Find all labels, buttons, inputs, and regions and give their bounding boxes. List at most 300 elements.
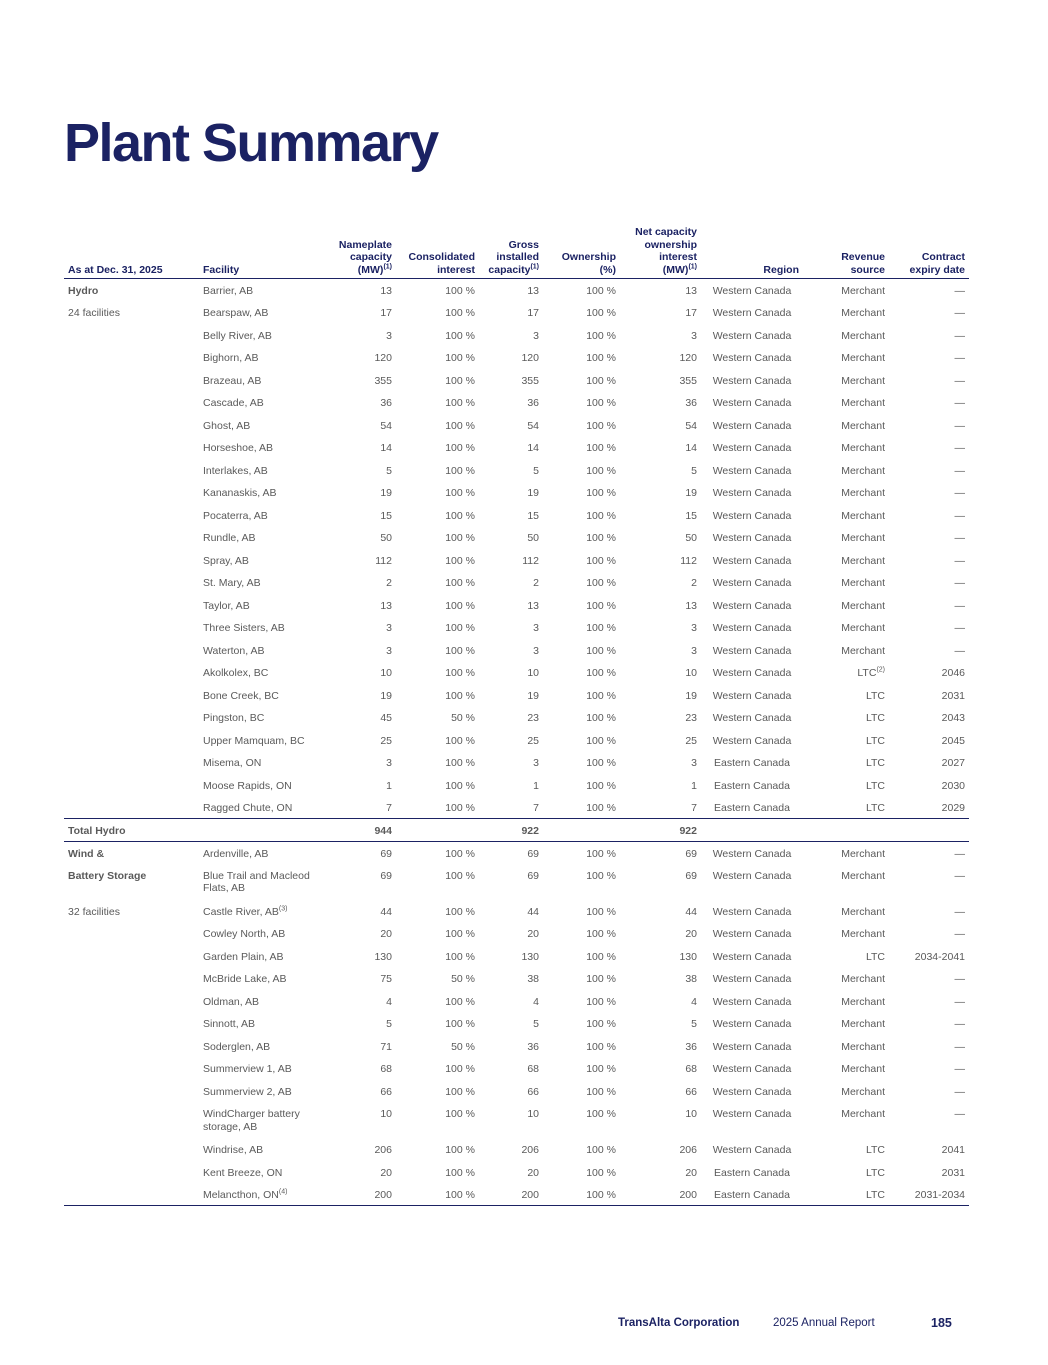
cell-category: [64, 436, 199, 459]
cell-nameplate: 13: [380, 285, 392, 297]
cell-nameplate: 14: [380, 442, 392, 454]
cell-consolidated: 100 %: [445, 950, 475, 963]
cell-revenue: Merchant: [841, 622, 885, 634]
cell-gross: 17: [527, 307, 539, 319]
cell-net: 25: [685, 734, 697, 747]
cell-facility: Pingston, BC: [203, 712, 265, 724]
table-row: [64, 369, 969, 392]
cell-facility: Soderglen, AB: [203, 1040, 271, 1053]
cell-net: 206: [679, 1144, 697, 1156]
cell-gross: 19: [527, 689, 539, 702]
cell-region: Western Canada: [712, 1144, 792, 1156]
cell-net: 10: [685, 1108, 697, 1120]
cell-region: Western Canada: [712, 622, 792, 634]
cell-region: Western Canada: [712, 577, 792, 589]
cell-category: [64, 661, 199, 684]
table-row: [64, 526, 969, 549]
table-row: [64, 594, 969, 617]
cell-nameplate: 4: [386, 995, 392, 1008]
cell-ownership: 100 %: [586, 1166, 616, 1179]
cell-nameplate: 112: [375, 554, 392, 567]
cell-nameplate: 71: [380, 1040, 392, 1053]
table-row: [64, 459, 969, 482]
cell-gross: 1: [533, 779, 539, 792]
cell-gross: 7: [533, 802, 539, 814]
cell-facility: Horseshoe, AB: [203, 442, 274, 454]
cell-category: [64, 346, 199, 369]
cell-category: [64, 369, 199, 392]
table-row: [64, 1080, 969, 1103]
cell-facility: Garden Plain, AB: [203, 950, 284, 963]
cell-net: 38: [685, 973, 697, 985]
total-label: Total Hydro: [64, 819, 199, 842]
cell-ownership: 100 %: [586, 712, 616, 724]
cell-region: Western Canada: [712, 329, 792, 342]
cell-ownership: 100 %: [586, 554, 616, 567]
cell-revenue: Merchant: [841, 352, 885, 364]
cell-facility: Brazeau, AB: [203, 374, 262, 387]
cell-expiry: —: [954, 995, 965, 1008]
cell-ownership: 100 %: [586, 419, 616, 432]
cell-expiry: —: [954, 419, 965, 432]
cell-category: [64, 684, 199, 707]
cell-revenue: Merchant: [841, 1018, 885, 1030]
cell-facility: Bone Creek, BC: [203, 689, 279, 702]
cell-ownership: 100 %: [586, 667, 616, 679]
cell-nameplate: 5: [386, 1018, 392, 1030]
cell-ownership: 100 %: [586, 802, 616, 814]
cell-nameplate: 19: [380, 689, 392, 702]
cell-nameplate: 69: [380, 869, 392, 882]
total-empty: [889, 819, 969, 842]
cell-region: Eastern Canada: [701, 1183, 803, 1206]
table-row: [64, 729, 969, 752]
cell-expiry: —: [954, 532, 965, 544]
cell-nameplate: 20: [380, 1166, 392, 1179]
cell-expiry: —: [954, 905, 965, 918]
cell-region: Western Canada: [712, 599, 792, 612]
cell-category: [64, 751, 199, 774]
table-row: [64, 661, 969, 684]
cell-nameplate: 1: [386, 779, 392, 792]
cell-expiry: 2031-2034: [889, 1183, 969, 1206]
cell-expiry: 2031: [941, 1166, 965, 1179]
cell-nameplate: 10: [380, 1108, 392, 1120]
cell-consolidated: 100 %: [445, 307, 475, 319]
cell-region: Western Canada: [712, 847, 792, 860]
cell-facility: St. Mary, AB: [203, 577, 261, 589]
cell-nameplate: 2: [386, 577, 392, 589]
total-net: 922: [620, 819, 701, 842]
cell-ownership: 100 %: [586, 285, 616, 297]
table-row: [64, 549, 969, 572]
cell-category: [64, 504, 199, 527]
cell-expiry: 2034-2041: [914, 950, 965, 963]
cell-revenue: Merchant: [841, 905, 885, 918]
cell-net: 15: [685, 509, 697, 522]
table-row: [64, 684, 969, 707]
cell-expiry: —: [954, 352, 965, 364]
cell-revenue: Merchant: [841, 995, 885, 1008]
header-facility: Facility: [199, 226, 325, 279]
cell-ownership: 100 %: [586, 869, 616, 882]
cell-ownership: 100 %: [586, 577, 616, 589]
cell-consolidated: 100 %: [445, 1144, 475, 1156]
total-row: [64, 819, 969, 842]
cell-consolidated: 100 %: [445, 905, 475, 918]
cell-nameplate: 3: [386, 757, 392, 769]
cell-net: 120: [679, 352, 697, 364]
cell-net: 13: [685, 599, 697, 612]
cell-ownership: 100 %: [586, 1063, 616, 1075]
cell-expiry: 2045: [941, 734, 965, 747]
table-row: [64, 1012, 969, 1035]
cell-expiry: 2041: [941, 1144, 965, 1156]
cell-facility: Spray, AB: [203, 554, 249, 567]
cell-net: 3: [691, 329, 697, 342]
cell-ownership: 100 %: [543, 1183, 620, 1206]
cell-expiry: —: [954, 464, 965, 477]
header-revenue: Revenue source: [803, 226, 889, 279]
cell-net: 36: [685, 1040, 697, 1053]
cell-facility: Blue Trail and Macleod Flats, AB: [203, 869, 310, 894]
cell-region: Western Canada: [712, 487, 792, 499]
cell-facility: Ghost, AB: [203, 419, 251, 432]
cell-nameplate: 20: [380, 928, 392, 940]
cell-facility: Castle River, AB$^{(3)}$: [203, 905, 288, 918]
cell-revenue: Merchant: [841, 329, 885, 342]
cell-category: [64, 481, 199, 504]
cell-category: [64, 967, 199, 990]
cell-nameplate: 120: [374, 352, 392, 364]
cell-gross: 44: [527, 905, 539, 918]
cell-expiry: 2030: [941, 779, 965, 792]
cell-category: [64, 616, 199, 639]
cell-region: Western Canada: [712, 928, 792, 940]
table-row: [64, 1183, 969, 1206]
cell-region: Western Canada: [712, 973, 792, 985]
cell-gross: 3: [533, 757, 539, 769]
cell-revenue: LTC: [865, 1166, 885, 1179]
cell-category: Battery Storage: [68, 869, 147, 882]
cell-revenue: LTC: [865, 779, 885, 792]
total-gross: 922: [479, 819, 543, 842]
header-nameplate: Nameplate capacity (MW)$^{(1)}$: [325, 226, 396, 279]
cell-gross: 355: [521, 374, 539, 387]
cell-gross: 36: [527, 397, 539, 409]
table-row: [64, 1161, 969, 1184]
cell-region: Western Canada: [712, 1063, 792, 1075]
footer-page-number: 185: [931, 1316, 952, 1330]
cell-nameplate: 130: [374, 950, 392, 963]
cell-category: [64, 1057, 199, 1080]
cell-ownership: 100 %: [586, 397, 616, 409]
cell-nameplate: 44: [380, 905, 392, 918]
cell-facility: Windrise, AB: [203, 1144, 264, 1156]
cell-expiry: 2043: [941, 712, 965, 724]
cell-gross: 2: [533, 577, 539, 589]
table-body: [64, 279, 969, 1206]
cell-gross: 36: [527, 1040, 539, 1053]
cell-facility: Summerview 2, AB: [203, 1085, 292, 1098]
cell-region: Western Canada: [712, 307, 792, 319]
cell-expiry: —: [954, 644, 965, 657]
cell-net: 1: [691, 779, 697, 792]
total-empty: [803, 819, 889, 842]
cell-facility: WindCharger battery storage, AB: [203, 1108, 300, 1133]
cell-ownership: 100 %: [586, 905, 616, 918]
cell-consolidated: 50 %: [451, 712, 475, 724]
cell-revenue: LTC: [865, 689, 885, 702]
table-row: [64, 324, 969, 347]
cell-consolidated: 100 %: [445, 644, 475, 657]
cell-revenue: Merchant: [841, 847, 885, 860]
table-row: [64, 571, 969, 594]
cell-consolidated: 100 %: [445, 509, 475, 522]
cell-ownership: 100 %: [586, 757, 616, 769]
cell-net: 36: [685, 397, 697, 409]
header-contract: Contract expiry date: [889, 226, 969, 279]
cell-gross: 5: [533, 1018, 539, 1030]
cell-category: [64, 774, 199, 797]
cell-gross: 20: [527, 928, 539, 940]
cell-category: [64, 459, 199, 482]
cell-net: 2: [691, 577, 697, 589]
cell-ownership: 100 %: [586, 374, 616, 387]
cell-facility: Kananaskis, AB: [203, 487, 277, 499]
cell-nameplate: 45: [380, 712, 392, 724]
cell-consolidated: 100 %: [445, 802, 475, 814]
table-row: [64, 864, 969, 900]
cell-gross: 38: [527, 973, 539, 985]
cell-category: Wind &: [68, 847, 105, 860]
cell-ownership: 100 %: [586, 1018, 616, 1030]
header-region: Region: [701, 226, 803, 279]
cell-region: Western Canada: [712, 734, 792, 747]
cell-consolidated: 100 %: [445, 577, 475, 589]
cell-revenue: Merchant: [841, 1108, 885, 1120]
table-row: [64, 1102, 969, 1138]
cell-revenue: LTC: [865, 712, 885, 724]
cell-nameplate: 68: [380, 1063, 392, 1075]
cell-facility: Cascade, AB: [203, 397, 264, 409]
cell-region: Western Canada: [712, 352, 792, 364]
cell-region: Western Canada: [712, 554, 792, 567]
table-row: [64, 1138, 969, 1161]
cell-expiry: —: [954, 554, 965, 567]
cell-expiry: —: [954, 577, 965, 589]
cell-expiry: —: [954, 285, 965, 297]
header-gross: Gross installed capacity$^{(1)}$: [479, 226, 543, 279]
cell-nameplate: 19: [380, 487, 392, 499]
cell-expiry: —: [954, 1063, 965, 1075]
cell-expiry: —: [954, 847, 965, 860]
cell-ownership: 100 %: [586, 1040, 616, 1053]
cell-region: Western Canada: [712, 667, 792, 679]
cell-gross: 69: [527, 869, 539, 882]
table-row: [64, 279, 969, 302]
cell-region: Eastern Canada: [714, 757, 790, 769]
table-header-row: [64, 226, 969, 279]
cell-facility: Barrier, AB: [203, 285, 254, 297]
cell-category: [64, 549, 199, 572]
cell-net: 5: [691, 464, 697, 477]
cell-facility: Oldman, AB: [203, 995, 260, 1008]
cell-region: Western Canada: [712, 689, 792, 702]
cell-category: [64, 1012, 199, 1035]
cell-gross: 68: [527, 1063, 539, 1075]
cell-net: 69: [685, 869, 697, 882]
cell-region: Western Canada: [712, 712, 792, 724]
cell-facility: Ardenville, AB: [203, 847, 269, 860]
cell-region: Western Canada: [712, 532, 792, 544]
cell-category: [64, 1138, 199, 1161]
cell-revenue: Merchant: [841, 487, 885, 499]
cell-net: 50: [685, 532, 697, 544]
cell-gross: 19: [527, 487, 539, 499]
cell-facility: Belly River, AB: [203, 329, 272, 342]
cell-expiry: —: [954, 442, 965, 454]
cell-consolidated: 100 %: [396, 1183, 479, 1206]
cell-gross: 3: [533, 644, 539, 657]
cell-consolidated: 100 %: [445, 928, 475, 940]
cell-category: [64, 1035, 199, 1058]
cell-consolidated: 100 %: [445, 554, 475, 567]
footer-company: TransAlta Corporation: [618, 1317, 740, 1329]
cell-expiry: —: [954, 622, 965, 634]
cell-ownership: 100 %: [586, 950, 616, 963]
cell-ownership: 100 %: [586, 734, 616, 747]
cell-revenue: Merchant: [841, 285, 885, 297]
cell-gross: 23: [527, 712, 539, 724]
cell-gross: 14: [527, 442, 539, 454]
cell-gross: 3: [533, 329, 539, 342]
cell-net: 14: [685, 442, 697, 454]
cell-nameplate: 7: [386, 802, 392, 814]
cell-facility: Ragged Chute, ON: [203, 802, 293, 814]
cell-consolidated: 100 %: [445, 1018, 475, 1030]
cell-region: Western Canada: [712, 419, 792, 432]
total-empty: [199, 819, 325, 842]
cell-consolidated: 100 %: [445, 329, 475, 342]
cell-revenue: Merchant: [841, 554, 885, 567]
cell-nameplate: 10: [380, 667, 392, 679]
cell-consolidated: 50 %: [451, 1040, 475, 1053]
table-row: [64, 796, 969, 819]
cell-facility: Moose Rapids, ON: [203, 779, 292, 792]
cell-revenue: LTC: [865, 757, 885, 769]
cell-expiry: —: [954, 1040, 965, 1053]
total-empty: [396, 819, 479, 842]
cell-category: Hydro: [68, 285, 99, 297]
cell-expiry: —: [954, 869, 965, 882]
cell-ownership: 100 %: [586, 532, 616, 544]
cell-gross: 206: [521, 1144, 539, 1156]
cell-category: [64, 594, 199, 617]
cell-revenue: Merchant: [841, 397, 885, 409]
cell-nameplate: 3: [386, 622, 392, 634]
cell-region: Western Canada: [712, 285, 792, 297]
table-row: [64, 481, 969, 504]
cell-category: [64, 639, 199, 662]
cell-consolidated: 100 %: [445, 779, 475, 792]
cell-nameplate: 3: [386, 644, 392, 657]
cell-facility: Upper Mamquam, BC: [203, 734, 305, 747]
cell-region: Eastern Canada: [714, 779, 790, 792]
cell-region: Eastern Canada: [714, 1166, 790, 1179]
cell-ownership: 100 %: [586, 442, 616, 454]
cell-net: 3: [691, 622, 697, 634]
cell-net: 19: [685, 487, 697, 499]
cell-nameplate: 69: [380, 847, 392, 860]
cell-ownership: 100 %: [586, 509, 616, 522]
cell-gross: 112: [522, 554, 539, 567]
table-row: [64, 967, 969, 990]
cell-nameplate: 3: [386, 329, 392, 342]
cell-nameplate: 200: [325, 1183, 396, 1206]
cell-region: Eastern Canada: [714, 802, 790, 814]
cell-net: 200: [620, 1183, 701, 1206]
cell-expiry: 2031: [941, 689, 965, 702]
cell-ownership: 100 %: [586, 689, 616, 702]
table-row: [64, 751, 969, 774]
cell-expiry: —: [954, 1085, 965, 1098]
cell-nameplate: 13: [380, 599, 392, 612]
cell-consolidated: 50 %: [451, 973, 475, 985]
cell-nameplate: 355: [374, 374, 392, 387]
cell-gross: 4: [533, 995, 539, 1008]
cell-ownership: 100 %: [586, 847, 616, 860]
cell-net: 19: [685, 689, 697, 702]
cell-consolidated: 100 %: [445, 352, 475, 364]
cell-expiry: —: [954, 374, 965, 387]
cell-revenue: LTC: [865, 734, 885, 747]
cell-nameplate: 17: [380, 307, 392, 319]
table-row: [64, 1057, 969, 1080]
table-row: [64, 945, 969, 968]
cell-expiry: 2027: [941, 757, 965, 769]
cell-revenue: Merchant: [841, 644, 885, 657]
cell-category: [64, 796, 199, 819]
cell-region: Western Canada: [712, 995, 792, 1008]
cell-revenue: Merchant: [841, 442, 885, 454]
cell-net: 7: [691, 802, 697, 814]
cell-facility: Akolkolex, BC: [203, 667, 269, 679]
cell-expiry: —: [954, 928, 965, 940]
cell-nameplate: 36: [380, 397, 392, 409]
cell-consolidated: 100 %: [445, 532, 475, 544]
table-row: [64, 922, 969, 945]
cell-region: Western Canada: [712, 397, 792, 409]
cell-facility: Melancthon, ON$^{(4)}$: [199, 1183, 325, 1206]
cell-category: [64, 414, 199, 437]
cell-region: Western Canada: [712, 1085, 792, 1098]
cell-ownership: 100 %: [586, 1144, 616, 1156]
cell-category: 32 facilities: [68, 905, 120, 918]
cell-net: 66: [685, 1085, 697, 1098]
cell-revenue: Merchant: [841, 869, 885, 882]
cell-ownership: 100 %: [586, 1085, 616, 1098]
cell-gross: 130: [521, 950, 539, 963]
cell-facility: Bighorn, AB: [203, 352, 259, 364]
cell-facility: Waterton, AB: [203, 644, 265, 657]
cell-consolidated: 100 %: [445, 419, 475, 432]
cell-net: 20: [685, 1166, 697, 1179]
cell-facility: Pocaterra, AB: [203, 509, 268, 522]
cell-revenue: Merchant: [841, 509, 885, 522]
cell-consolidated: 100 %: [445, 1108, 475, 1120]
cell-consolidated: 100 %: [445, 599, 475, 612]
